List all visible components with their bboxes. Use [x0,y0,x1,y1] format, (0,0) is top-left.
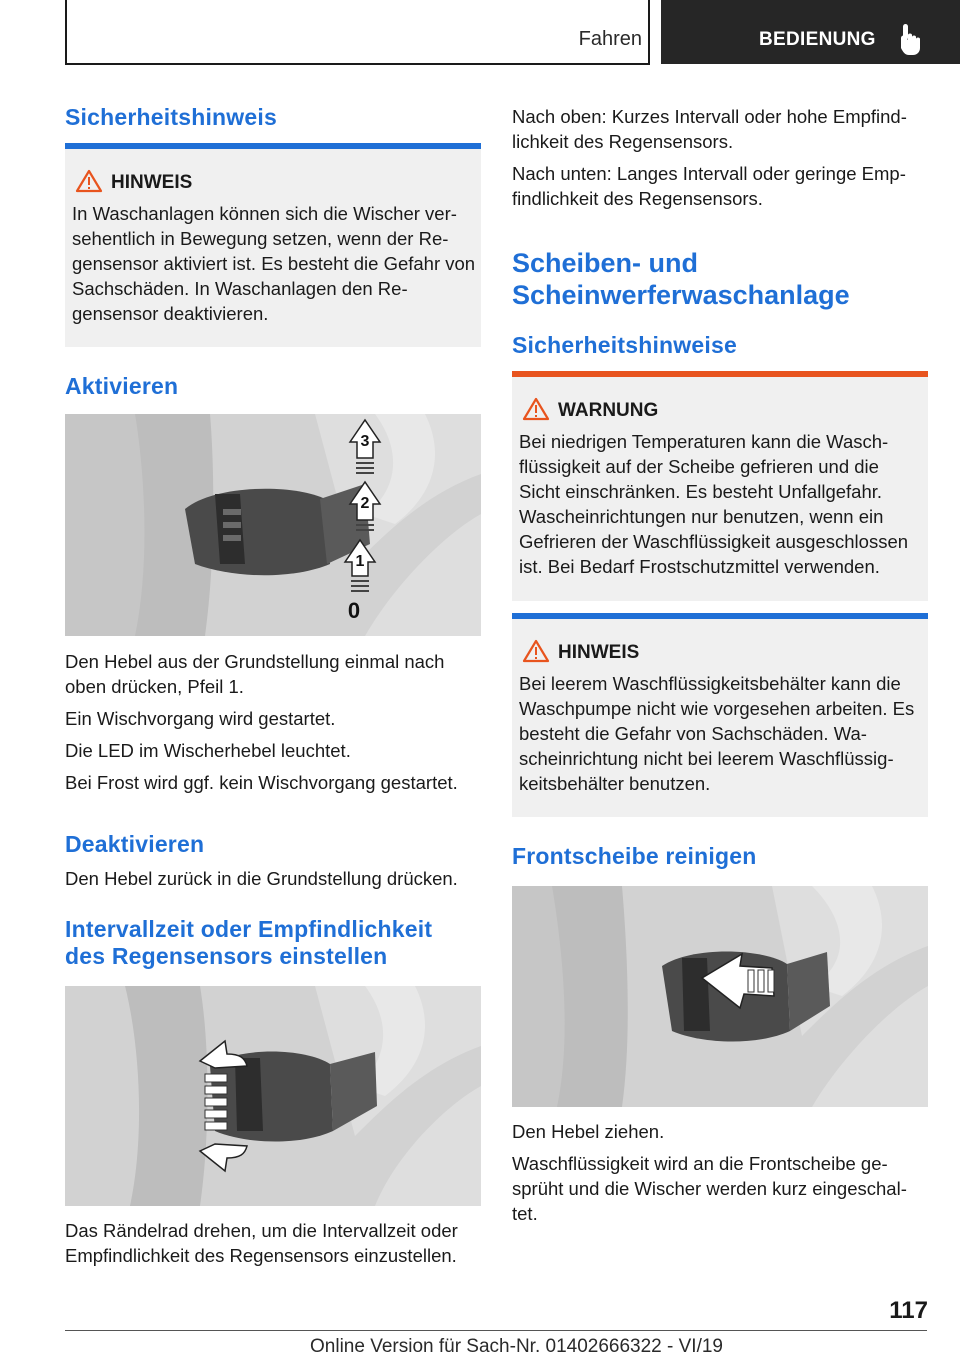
figure-wiper-lever-positions [65,414,481,636]
heading-sicherheitshinweise: Sicherheitshinweise [512,332,737,358]
figure-label-1: 1 [355,553,365,570]
heading-scheibenwaschanlage-line1: Scheiben- und [512,248,699,278]
lever-pull-illustration [512,886,928,1107]
hinweis-text: In Waschanlagen können sich die Wischer ver-sehentlich in Bewegung setzen, wenn der Re-gensensor aktiviert ist. Es besteht die Gefahr von Sachschäden. In Waschanlagen den Re-gensensor deaktivieren. [72,203,476,324]
chapter-tab-label: Fahren [578,28,642,50]
paragraph-waschfluessigkeit: Waschflüssigkeit wird an die Frontscheibe ge-sprüht und die Wischer werden kurz eingeschal-tet. [512,1153,907,1224]
figure-label-0: 0 [347,598,361,623]
warnung-text: Bei niedrigen Temperaturen kann die Wasch-flüssigkeit auf der Scheibe gefrieren und die Sicht einschränken. Es besteht Unfallgefahr. Wascheinrichtungen nur benutzen, wenn ein Gefrieren der Waschflüssigkeit ausgeschlossen ist. Bei Bedarf Frostschutzmittel verwenden. [519,431,909,577]
warnung-box-frost [512,371,928,601]
hinweis-box-bar [65,143,481,149]
figure-label-3: 3 [360,433,370,450]
hinweis-box-waschpumpe [512,613,928,817]
paragraph-aktivieren-4: Bei Frost wird ggf. kein Wischvorgang gestartet. [65,772,458,793]
page-number: 117 [889,1297,928,1324]
heading-frontscheibe-reinigen: Frontscheibe reinigen [512,843,757,869]
header-bottom-rule [65,63,649,65]
warnung-title: WARNUNG [558,400,659,421]
thumbwheel-illustration [65,986,481,1206]
heading-aktivieren: Aktivieren [65,373,179,399]
hinweis-box-bar [512,613,928,619]
heading-intervallzeit-line1: Intervallzeit oder Empfindlichkeit [65,916,433,942]
warning-triangle-icon [522,397,550,421]
warning-triangle-icon [75,169,103,193]
paragraph-nach-unten: Nach unten: Langes Intervall oder geringe Emp-findlichkeit des Regensensors. [512,163,906,209]
heading-scheibenwaschanlage-line2: Scheinwerferwaschanlage [512,280,850,310]
paragraph-hebel-ziehen: Den Hebel ziehen. [512,1121,665,1142]
warnung-box-bar [512,371,928,377]
hinweis-title: HINWEIS [558,642,640,663]
hinweis-title: HINWEIS [111,172,193,193]
heading-intervallzeit-line2: des Regensensors einstellen [65,943,388,969]
figure-wiper-thumbwheel [65,986,481,1206]
paragraph-aktivieren-3: Die LED im Wischerhebel leuchtet. [65,740,351,761]
paragraph-aktivieren-2: Ein Wischvorgang wird gestartet. [65,708,336,729]
header-divider [648,0,650,65]
section-tab-label: BEDIENUNG [759,29,876,50]
paragraph-intervallzeit: Das Rändelrad drehen, um die Intervallzeit oder Empfindlichkeit des Regensensors einzustellen. [65,1220,458,1266]
heading-deaktivieren: Deaktivieren [65,831,205,857]
figure-wiper-lever-pull [512,886,928,1107]
paragraph-deaktivieren: Den Hebel zurück in die Grundstellung drücken. [65,868,458,889]
heading-sicherheitshinweis: Sicherheitshinweis [65,104,277,130]
warning-triangle-icon [522,639,550,663]
hinweis-text: Bei leerem Waschflüssigkeitsbehälter kann die Waschpumpe nicht wie vorgesehen arbeiten. Es besteht die Gefahr von Sachschäden. Wa-scheinrichtung nicht bei leerem Waschflüssig-keitsbehälter benutzen. [519,673,915,794]
section-tab-active [661,0,960,64]
paragraph-nach-oben: Nach oben: Kurzes Intervall oder hohe Empfind-lichkeit des Regensensors. [512,106,907,152]
page-header [0,0,960,66]
paragraph-aktivieren-1: Den Hebel aus der Grundstellung einmal nach oben drücken, Pfeil 1. [65,651,445,697]
footer-rule [65,1330,927,1331]
footer-online-version: Online Version für Sach-Nr. 01402666322 - VI/19 [310,1336,723,1357]
wiper-lever-illustration [65,414,481,636]
hinweis-box-waschanlage [65,143,481,347]
hand-pointer-icon [897,22,925,56]
header-left-rule [65,0,67,64]
figure-label-2: 2 [360,495,370,512]
